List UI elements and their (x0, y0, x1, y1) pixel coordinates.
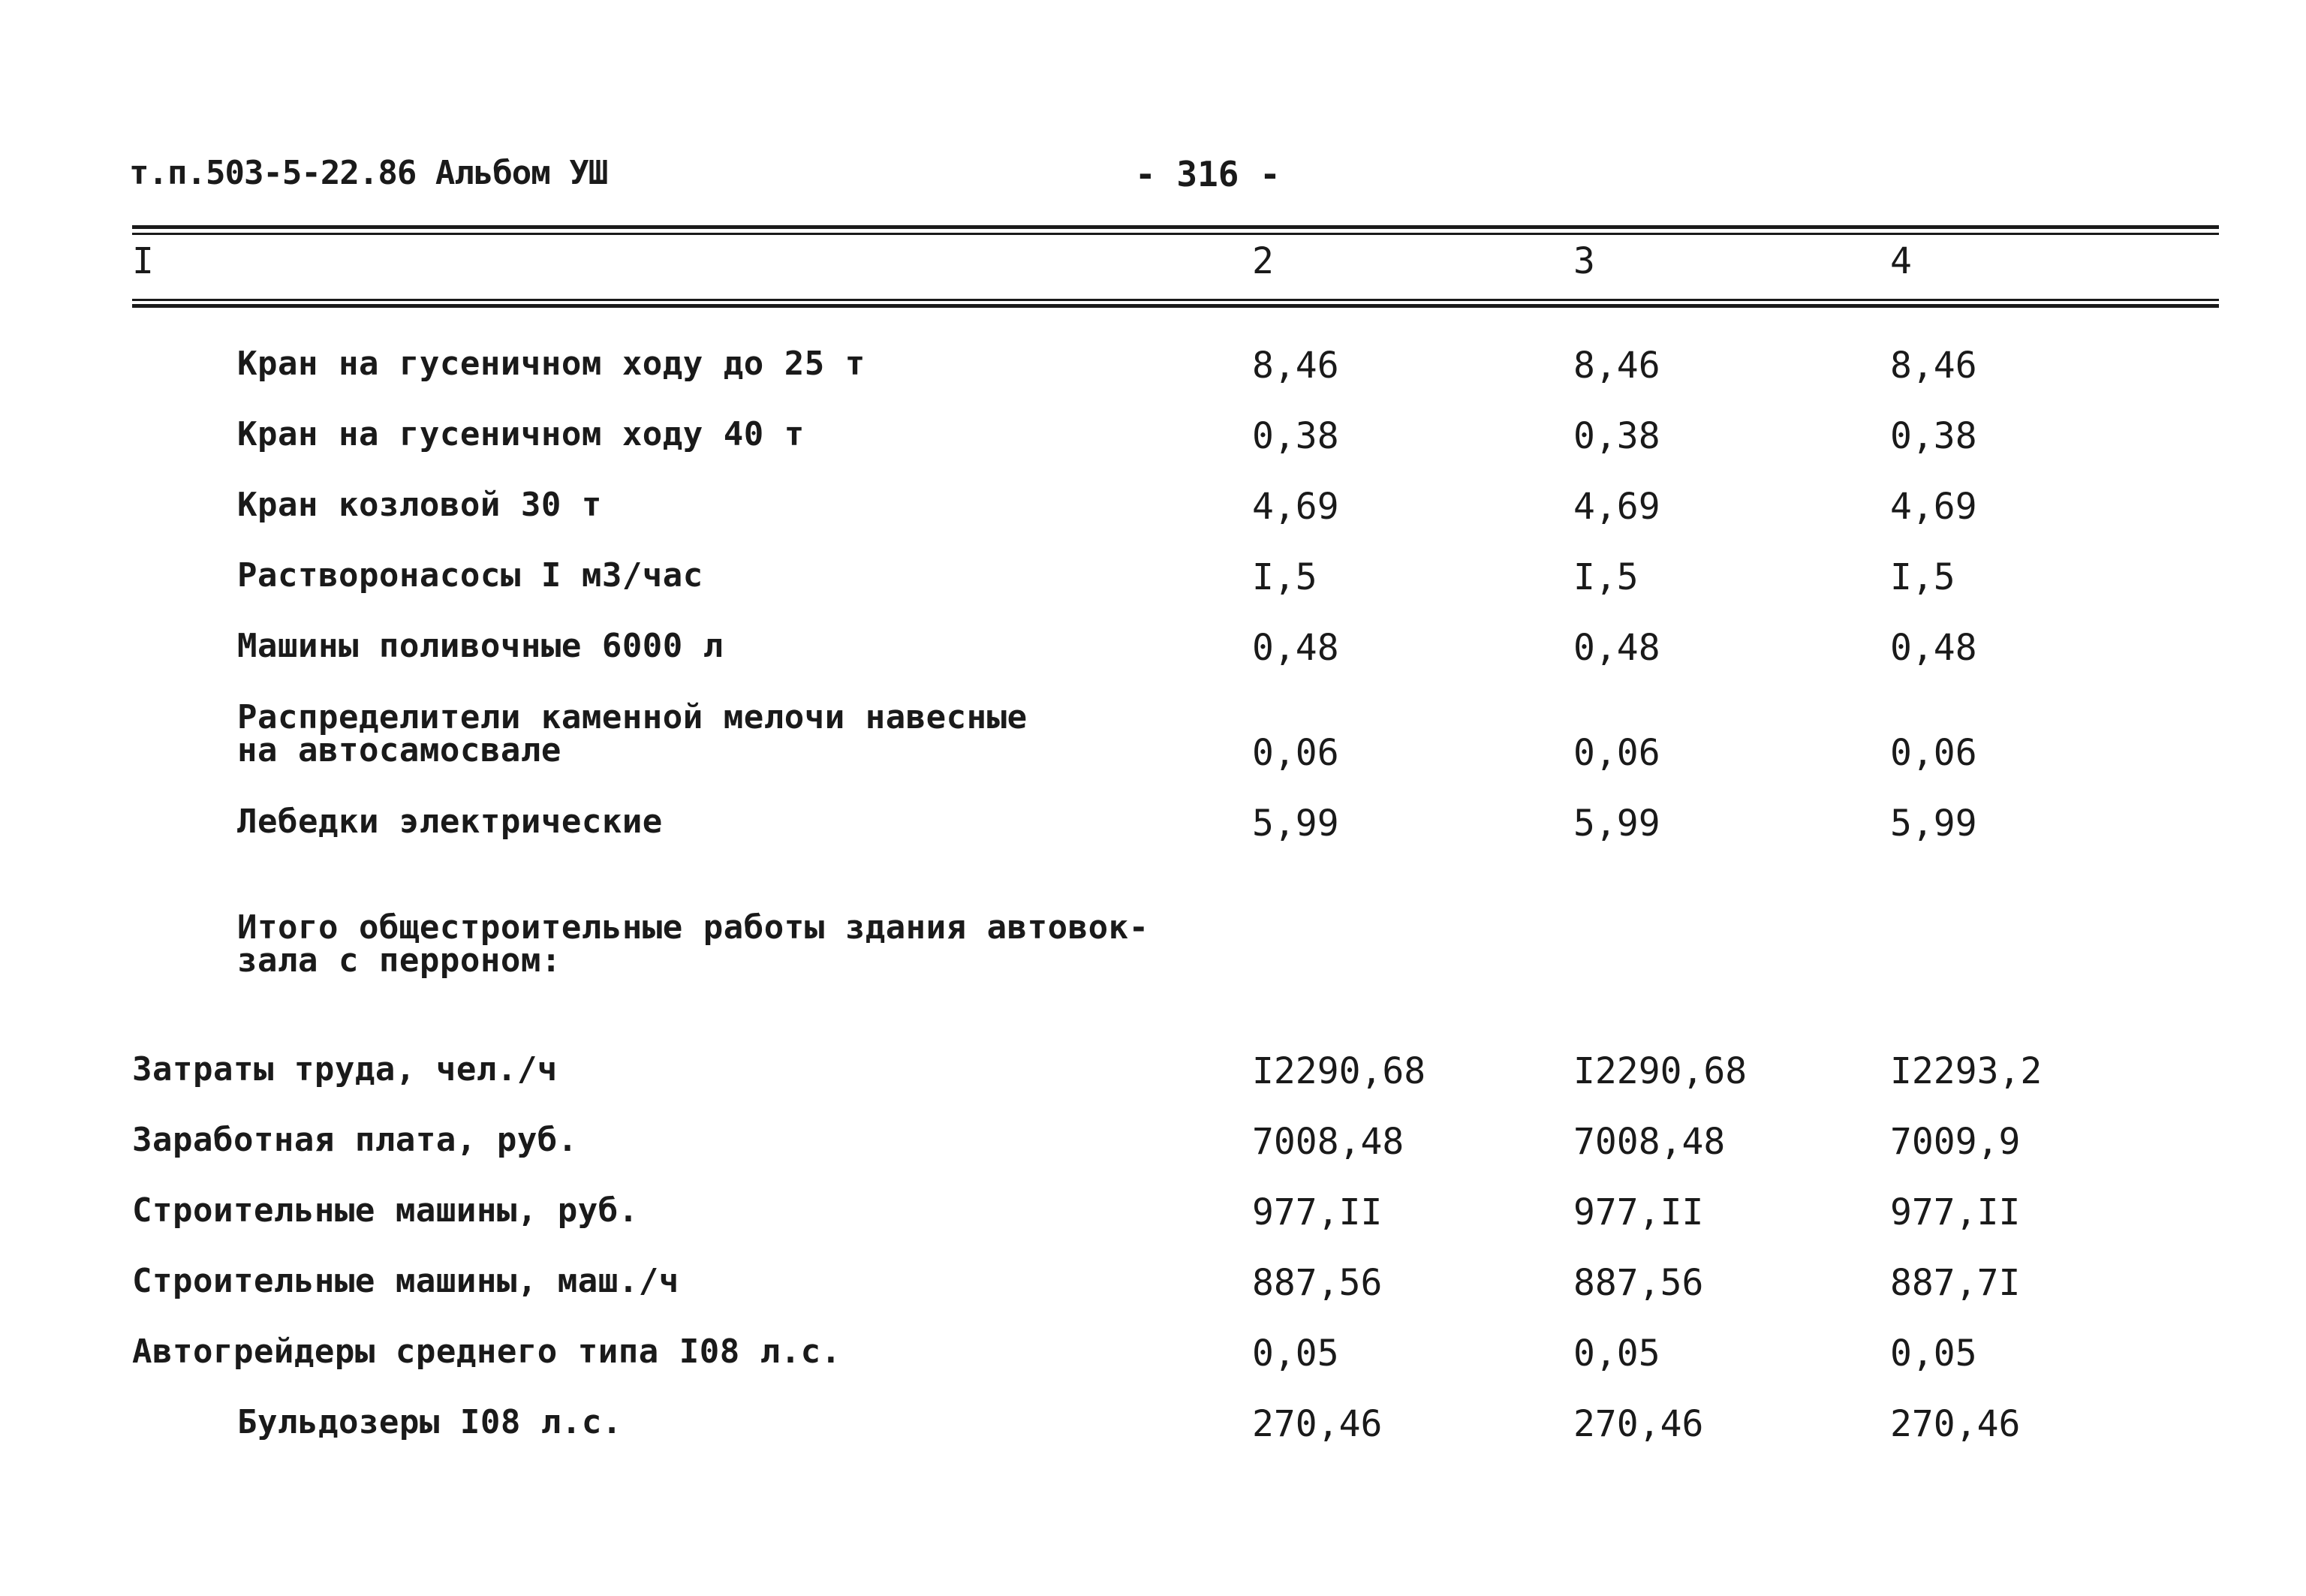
totals-value-col2: 0,05 (1252, 1333, 1339, 1375)
subtotal-heading: Итого общестроительные работы здания автовок- зала с перроном: (237, 908, 1149, 980)
row-label: Кран козловой 30 т (237, 486, 602, 524)
totals-label: Заработная плата, руб. (132, 1121, 578, 1159)
totals-label: Строительные машины, руб. (132, 1191, 639, 1230)
row-label: Кран на гусеничном ходу до 25 т (237, 345, 866, 383)
row-value-col3: 0,06 (1573, 732, 1660, 774)
row-value-col4: 5,99 (1890, 803, 1977, 845)
totals-label: Затраты труда, чел./ч (132, 1050, 558, 1089)
row-value-col2: 5,99 (1252, 803, 1339, 845)
row-value-col2: 0,48 (1252, 627, 1339, 669)
header-bottom-rule (132, 304, 2219, 308)
document-code: т.п.503-5-22.86 Альбом УШ (129, 154, 608, 192)
totals-value-col2: 270,46 (1252, 1403, 1383, 1445)
row-value-col2: I,5 (1252, 556, 1317, 598)
row-value-col3: 4,69 (1573, 486, 1660, 528)
row-value-col3: 0,48 (1573, 627, 1660, 669)
column-header-2: 2 (1252, 240, 1274, 282)
row-value-col4: 8,46 (1890, 345, 1977, 387)
row-value-col2: 0,06 (1252, 732, 1339, 774)
totals-value-col4: 887,7I (1890, 1262, 2021, 1304)
column-header-4: 4 (1890, 240, 1912, 282)
row-value-col3: 0,38 (1573, 415, 1660, 457)
page-header (129, 154, 2223, 206)
row-value-col4: I,5 (1890, 556, 1955, 598)
totals-label: Автогрейдеры среднего типа I08 л.с. (132, 1333, 841, 1371)
totals-value-col4: 977,II (1890, 1191, 2021, 1233)
row-value-col3: I,5 (1573, 556, 1639, 598)
row-value-col2: 0,38 (1252, 415, 1339, 457)
header-bottom-rule-thin (132, 299, 2219, 301)
totals-value-col2: I2290,68 (1252, 1050, 1426, 1092)
totals-label: Бульдозеры I08 л.с. (237, 1403, 622, 1441)
row-label: Распределители каменной мелочи навесные на автосамосвале (237, 698, 1028, 769)
totals-value-col2: 887,56 (1252, 1262, 1383, 1304)
row-value-col3: 5,99 (1573, 803, 1660, 845)
totals-value-col3: 977,II (1573, 1191, 1704, 1233)
totals-label: Строительные машины, маш./ч (132, 1262, 679, 1300)
row-value-col3: 8,46 (1573, 345, 1660, 387)
row-value-col4: 0,48 (1890, 627, 1977, 669)
row-value-col4: 4,69 (1890, 486, 1977, 528)
table-top-rule-thin (132, 233, 2219, 235)
totals-value-col3: 887,56 (1573, 1262, 1704, 1304)
totals-value-col2: 7008,48 (1252, 1121, 1404, 1163)
totals-value-col3: I2290,68 (1573, 1050, 1748, 1092)
row-value-col4: 0,06 (1890, 732, 1977, 774)
totals-value-col4: I2293,2 (1890, 1050, 2043, 1092)
column-header-1: I (132, 240, 154, 282)
row-value-col4: 0,38 (1890, 415, 1977, 457)
totals-value-col2: 977,II (1252, 1191, 1383, 1233)
row-value-col2: 4,69 (1252, 486, 1339, 528)
totals-value-col4: 0,05 (1890, 1333, 1977, 1375)
row-label: Растворонасосы I м3/час (237, 556, 703, 595)
totals-value-col3: 0,05 (1573, 1333, 1660, 1375)
row-value-col2: 8,46 (1252, 345, 1339, 387)
row-label: Лебедки электрические (237, 803, 663, 841)
totals-value-col3: 270,46 (1573, 1403, 1704, 1445)
row-label: Кран на гусеничном ходу 40 т (237, 415, 805, 453)
table-top-rule (132, 225, 2219, 229)
page-number: - 316 - (1135, 154, 1281, 194)
totals-value-col4: 270,46 (1890, 1403, 2021, 1445)
totals-value-col3: 7008,48 (1573, 1121, 1726, 1163)
totals-value-col4: 7009,9 (1890, 1121, 2021, 1163)
row-label: Машины поливочные 6000 л (237, 627, 724, 665)
column-header-3: 3 (1573, 240, 1595, 282)
